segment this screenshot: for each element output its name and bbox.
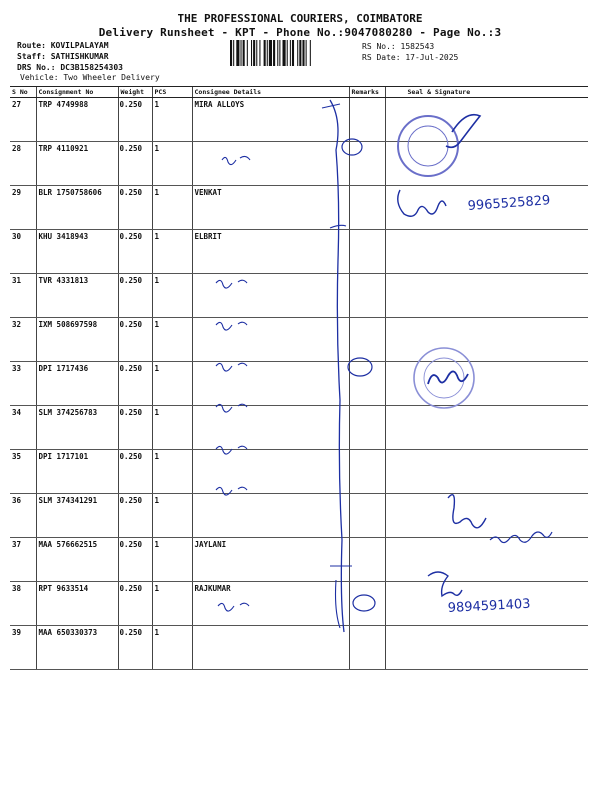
table-row	[10, 494, 588, 538]
row-remarks	[349, 450, 385, 494]
barcode-bar	[236, 40, 239, 66]
barcode-bar	[253, 40, 255, 66]
barcode-bar	[247, 40, 248, 66]
row-pcs: 1	[152, 582, 192, 626]
row-weight: 0.250	[118, 274, 152, 318]
row-seal	[385, 186, 588, 230]
row-consignment: SLM 374341291	[36, 494, 118, 538]
row-remarks	[349, 186, 385, 230]
row-s-no: 28	[10, 142, 36, 186]
barcode-bar	[310, 40, 311, 66]
barcode-bar	[264, 40, 266, 66]
row-weight: 0.250	[118, 538, 152, 582]
barcode-bar	[230, 40, 232, 66]
barcode-bar	[283, 40, 286, 66]
barcode-bar	[273, 40, 275, 66]
row-seal	[385, 450, 588, 494]
row-seal	[385, 494, 588, 538]
barcode-bar	[233, 40, 234, 66]
row-pcs: 1	[152, 98, 192, 142]
table-header	[10, 87, 588, 98]
row-weight: 0.250	[118, 362, 152, 406]
row-consignment: TRP 4749988	[36, 98, 118, 142]
vehicle-label: Vehicle: Two Wheeler Delivery	[20, 73, 160, 82]
barcode-bar	[279, 40, 280, 66]
row-consignment: MAA 650330373	[36, 626, 118, 670]
row-weight: 0.250	[118, 318, 152, 362]
row-pcs: 1	[152, 362, 192, 406]
row-consignment: TRP 4110921	[36, 142, 118, 186]
row-seal	[385, 538, 588, 582]
barcode-bar	[256, 40, 257, 66]
row-consignee: RAJKUMAR	[192, 582, 349, 626]
barcode-bar	[290, 40, 291, 66]
barcode-bar	[277, 40, 278, 66]
runsheet-title: Delivery Runsheet - KPT - Phone No.:9047080280 - Page No.:3	[98, 26, 502, 39]
row-s-no: 33	[10, 362, 36, 406]
row-pcs: 1	[152, 318, 192, 362]
row-s-no: 30	[10, 230, 36, 274]
col-weight: Weight	[118, 87, 152, 98]
row-consignment: SLM 374256783	[36, 406, 118, 450]
row-pcs: 1	[152, 142, 192, 186]
row-pcs: 1	[152, 626, 192, 670]
row-pcs: 1	[152, 450, 192, 494]
row-weight: 0.250	[118, 582, 152, 626]
row-consignment: DPI 1717436	[36, 362, 118, 406]
row-consignment: MAA 576662515	[36, 538, 118, 582]
table-row	[10, 274, 588, 318]
barcode-bar	[287, 40, 288, 66]
row-weight: 0.250	[118, 406, 152, 450]
row-weight: 0.250	[118, 98, 152, 142]
barcode-bar	[251, 40, 252, 66]
table-row	[10, 186, 588, 230]
delivery-table	[10, 86, 588, 670]
row-s-no: 31	[10, 274, 36, 318]
table-row	[10, 142, 588, 186]
barcode-bar	[306, 40, 307, 66]
row-consignment: DPI 1717101	[36, 450, 118, 494]
row-pcs: 1	[152, 230, 192, 274]
table-row	[10, 318, 588, 362]
row-pcs: 1	[152, 494, 192, 538]
row-consignee	[192, 318, 349, 362]
row-seal	[385, 142, 588, 186]
table-row	[10, 626, 588, 670]
table-row	[10, 582, 588, 626]
barcode-bar	[243, 40, 245, 66]
row-consignment: TVR 4331813	[36, 274, 118, 318]
row-weight: 0.250	[118, 186, 152, 230]
row-pcs: 1	[152, 406, 192, 450]
row-remarks	[349, 318, 385, 362]
row-consignee: MIRA ALLOYS	[192, 98, 349, 142]
row-s-no: 39	[10, 626, 36, 670]
row-s-no: 27	[10, 98, 36, 142]
row-s-no: 37	[10, 538, 36, 582]
col-consignee: Consignee Details	[192, 87, 349, 98]
row-consignee: JAYLANI	[192, 538, 349, 582]
row-remarks	[349, 626, 385, 670]
row-weight: 0.250	[118, 230, 152, 274]
barcode-bar	[299, 40, 301, 66]
row-s-no: 36	[10, 494, 36, 538]
row-weight: 0.250	[118, 450, 152, 494]
row-remarks	[349, 362, 385, 406]
rs-date: RS Date: 17-Jul-2025	[362, 53, 459, 62]
barcode-bar	[259, 40, 260, 66]
row-s-no: 35	[10, 450, 36, 494]
table-row	[10, 450, 588, 494]
drs-number: DRS No.: DC3B158254303	[17, 63, 123, 72]
barcode	[229, 40, 357, 66]
row-seal	[385, 230, 588, 274]
table-row	[10, 538, 588, 582]
row-consignment: BLR 1750758606	[36, 186, 118, 230]
row-weight: 0.250	[118, 494, 152, 538]
row-remarks	[349, 406, 385, 450]
barcode-bar	[297, 40, 298, 66]
table-row	[10, 98, 588, 142]
col-remarks: Remarks	[349, 87, 385, 98]
col-s-no: S No	[10, 87, 36, 98]
barcode-bar	[241, 40, 242, 66]
row-s-no: 38	[10, 582, 36, 626]
handwritten-phone: 9894591403	[447, 596, 531, 616]
row-consignee	[192, 362, 349, 406]
row-consignee	[192, 274, 349, 318]
table-row	[10, 230, 588, 274]
col-pcs: PCS	[152, 87, 192, 98]
row-pcs: 1	[152, 274, 192, 318]
table-row	[10, 406, 588, 450]
row-consignee	[192, 494, 349, 538]
row-consignee	[192, 142, 349, 186]
row-remarks	[349, 538, 385, 582]
row-seal	[385, 318, 588, 362]
row-s-no: 32	[10, 318, 36, 362]
row-weight: 0.250	[118, 626, 152, 670]
row-seal	[385, 582, 588, 626]
row-consignee	[192, 626, 349, 670]
table-row	[10, 362, 588, 406]
barcode-bar	[302, 40, 304, 66]
row-seal	[385, 626, 588, 670]
row-seal	[385, 362, 588, 406]
row-consignment: IXM 508697598	[36, 318, 118, 362]
row-seal	[385, 406, 588, 450]
row-remarks	[349, 582, 385, 626]
row-seal	[385, 274, 588, 318]
row-remarks	[349, 494, 385, 538]
row-seal	[385, 98, 588, 142]
row-consignment: KHU 3418943	[36, 230, 118, 274]
col-consignment: Consignment No	[36, 87, 118, 98]
rs-number: RS No.: 1582543	[362, 42, 435, 51]
row-consignment: RPT 9633514	[36, 582, 118, 626]
row-remarks	[349, 230, 385, 274]
row-consignee	[192, 406, 349, 450]
row-remarks	[349, 98, 385, 142]
col-seal-signature: Seal & Signature	[385, 87, 588, 98]
row-consignee: ELBRIT	[192, 230, 349, 274]
route-label: Route: KOVILPALAYAM	[17, 41, 109, 50]
row-s-no: 29	[10, 186, 36, 230]
row-consignee: VENKAT	[192, 186, 349, 230]
row-consignee	[192, 450, 349, 494]
row-remarks	[349, 142, 385, 186]
barcode-bar	[267, 40, 268, 66]
row-s-no: 34	[10, 406, 36, 450]
staff-label: Staff: SATHISHKUMAR	[17, 52, 109, 61]
row-pcs: 1	[152, 538, 192, 582]
row-pcs: 1	[152, 186, 192, 230]
barcode-bar	[292, 40, 294, 66]
row-weight: 0.250	[118, 142, 152, 186]
barcode-bar	[269, 40, 272, 66]
row-remarks	[349, 274, 385, 318]
company-title: THE PROFESSIONAL COURIERS, COIMBATORE	[177, 12, 423, 25]
handwritten-phone: 9965525829	[467, 193, 551, 214]
